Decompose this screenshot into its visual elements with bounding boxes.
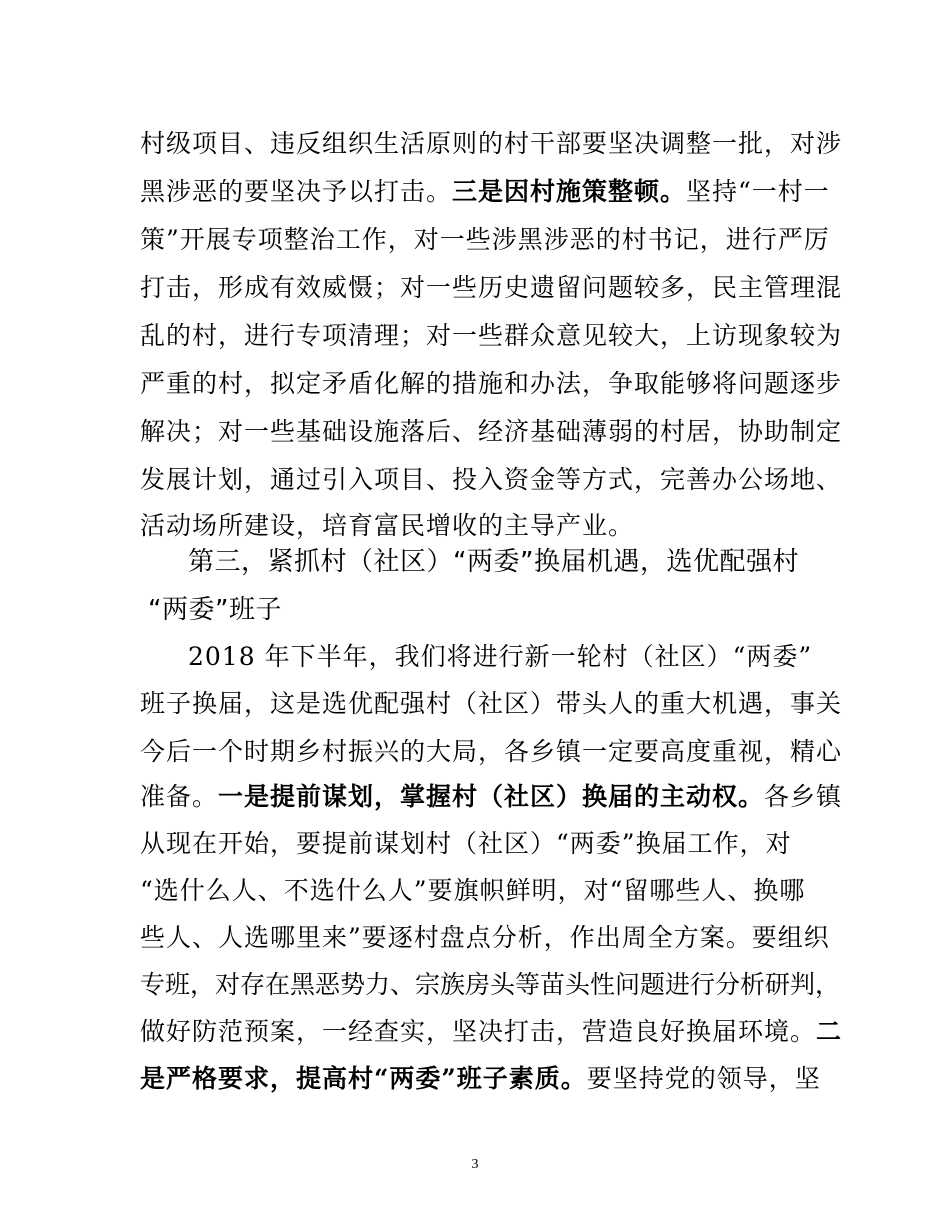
text-line (140, 369, 842, 399)
text-run: 2018 年下半年，我们将进行新一轮村（社区）“两委” (188, 642, 813, 671)
text-line (140, 689, 842, 719)
text-run: 做好防范预案，一经查实，坚决打击，营造良好换届环境。 (140, 1017, 817, 1046)
section-heading-continuation (148, 594, 282, 626)
bold-lead-phrase: 二 (816, 1017, 843, 1046)
text-line (140, 1017, 842, 1047)
text-run: 打击，形成有效威慑；对一些历史遗留问题较多，民主管理混 (140, 273, 843, 302)
bold-lead-phrase: 是严格要求，提高村“两委”班子素质。 (140, 1064, 587, 1093)
bold-lead-phrase: 一是提前谋划，掌握村（社区）换届的主动权。 (218, 782, 765, 811)
text-line (140, 737, 842, 767)
text-line (140, 876, 805, 906)
text-line (140, 782, 842, 812)
text-run: 班子换届，这是选优配强村（社区）带头人的重大机遇，事关 (140, 689, 843, 718)
text-line (140, 417, 842, 447)
text-run: 策”开展专项整治工作，对一些涉黑涉恶的村书记，进行严厉 (140, 225, 830, 254)
text-line (140, 465, 842, 495)
text-run: 各乡镇 (764, 782, 843, 811)
text-run: 要坚持党的领导，坚 (586, 1064, 821, 1093)
text-line (140, 923, 830, 953)
text-line (140, 273, 842, 303)
bold-lead-phrase: 三是因村施策整顿。 (452, 177, 687, 206)
text-run: 今后一个时期乡村振兴的大局，各乡镇一定要高度重视，精心 (140, 737, 843, 766)
text-run: 从现在开始，要提前谋划村（社区）“两委”换届工作，对 (140, 829, 792, 858)
text-run: 发展计划，通过引入项目、投入资金等方式，完善办公场地、 (140, 465, 843, 494)
text-run: 黑涉恶的要坚决予以打击。 (140, 177, 453, 206)
text-line (140, 1064, 821, 1094)
text-run: 坚持“一村一 (686, 177, 830, 206)
section-heading (188, 546, 799, 578)
text-line (140, 225, 830, 255)
text-run: “选什么人、不选什么人”要旗帜鲜明，对“留哪些人、换哪 (140, 876, 806, 905)
text-run: 村级项目、违反组织生活原则的村干部要坚决调整一批，对涉 (140, 129, 843, 158)
text-run: 乱的村，进行专项清理；对一些群众意见较大，上访现象较为 (140, 321, 843, 350)
text-line (140, 177, 830, 207)
page-number: 3 (471, 1157, 479, 1172)
heading-line: “两委”班子 (148, 595, 282, 625)
text-line (140, 511, 634, 541)
text-run: 解决；对一些基础设施落后、经济基础薄弱的村居，协助制定 (140, 417, 843, 446)
heading-line: 第三，紧抓村（社区）“两委”换届机遇，选优配强村 (188, 547, 799, 577)
text-run: 严重的村，拟定矛盾化解的措施和办法，争取能够将问题逐步 (140, 369, 843, 398)
text-line (140, 129, 842, 159)
text-run: 活动场所建设，培育富民增收的主导产业。 (140, 511, 635, 540)
text-line (188, 642, 812, 672)
text-run: 专班，对存在黑恶势力、宗族房头等苗头性问题进行分析研判， (140, 970, 841, 999)
text-run: 些人、人选哪里来”要逐村盘点分析，作出周全方案。要组织 (140, 923, 830, 952)
text-line (140, 829, 792, 859)
text-line (140, 970, 840, 1000)
text-line (140, 321, 842, 351)
text-run: 准备。 (140, 782, 219, 811)
